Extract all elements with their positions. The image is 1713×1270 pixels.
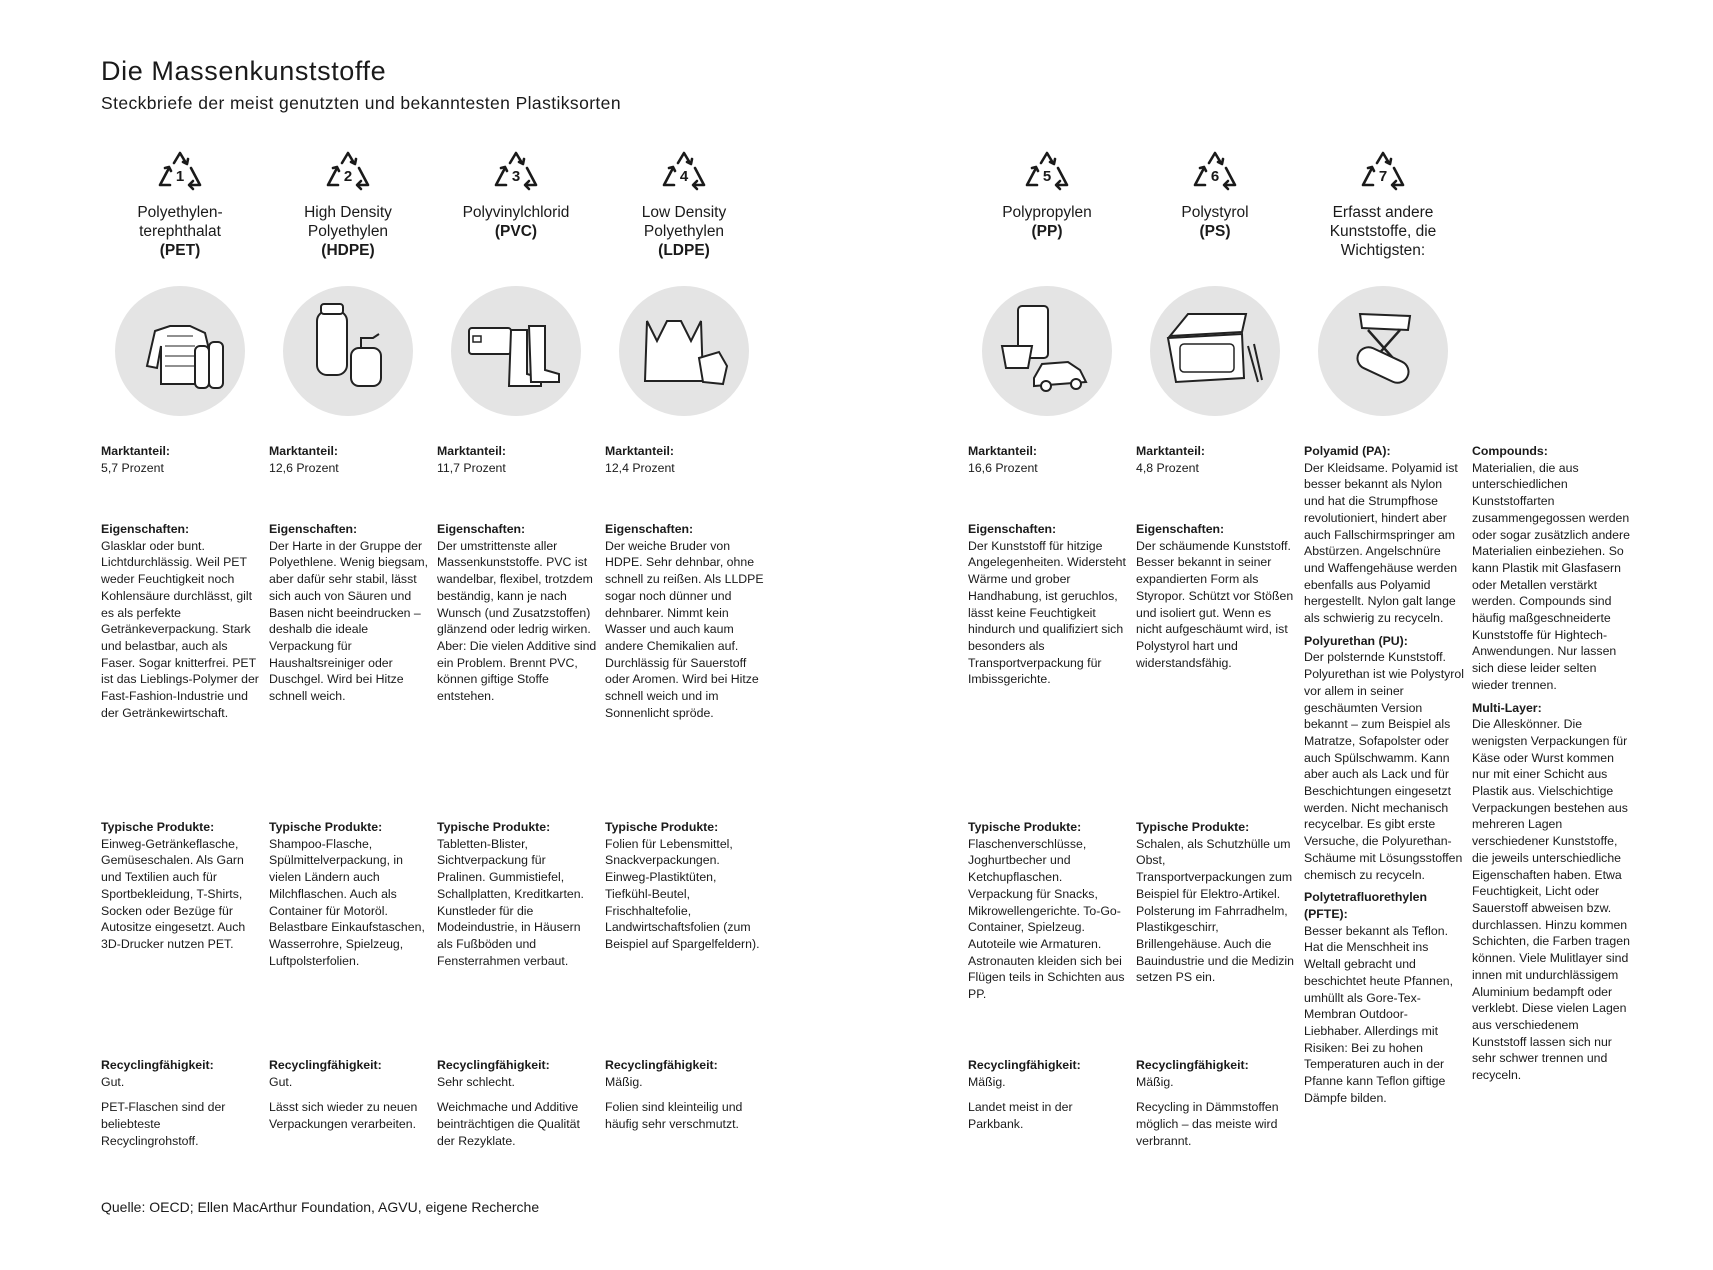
plastic-name-line: Polyethylen [643, 223, 725, 240]
plastic-name-line: terephthalat [139, 223, 221, 240]
plastic-name [1135, 203, 1295, 263]
recycling-note: Lässt sich wieder zu neuen Verpackungen verarbeiten. [269, 1100, 418, 1132]
recycling-note: Folien sind kleinteilig und häufig sehr verschmutzt. [605, 1100, 743, 1132]
properties-text: Der umstrittenste aller Massenkunststoffe. PVC ist wandelbar, flexibel, trotzdem beständig, kann je nach Wunsch (und Zusatzstoffen) glänzend oder ledrig wirken. Aber: Die vielen Additive sind ein Problem. Brennt PVC, können giftige Stoffe entstehen. [437, 538, 597, 704]
market-share [605, 443, 765, 476]
recycling [605, 1057, 765, 1133]
recycling-text: Sehr schlecht. [437, 1074, 515, 1089]
other-plastic-heading: Polytetrafluorethylen (PFTE): [1304, 890, 1427, 921]
plastic-name [100, 203, 260, 263]
other-plastic-text: Besser bekannt als Teflon. Hat die Menschheit ins Weltall gebracht und beschichtet heute Pfannen, umhüllt als Gore-Tex-Membran Outdoor-Liebhaber. Allerdings mit Risiken: Bei zu hohen Temperaturen auch in der Pfanne kann Teflon giftige Dämpfe bilden. [1304, 923, 1454, 1105]
typical-products-text: Shampoo-Flasche, Spülmittelverpackung, in vielen Ländern auch Milchflaschen. Auch als Container für Motoröl. Belastbare Einkaufstaschen, Wasserrohre, Spielzeug, Luftpolsterfolien. [269, 836, 425, 968]
market-share [101, 443, 261, 476]
plastic-name [1303, 203, 1463, 263]
market-share-heading: Marktanteil: [437, 444, 507, 458]
plastic-header-5 [967, 150, 1127, 263]
plastic-name-line: Kunststoffe, die [1329, 223, 1437, 240]
plastic-name-line: Polyethylen [307, 223, 389, 240]
plastic-abbreviation: (HDPE) [321, 242, 375, 259]
recycling-symbol-icon [1190, 150, 1240, 194]
recycling-text: Mäßig. [605, 1074, 643, 1089]
plastic-header-4 [604, 150, 764, 263]
recycling-note: Recycling in Dämmstoffen möglich – das meiste wird verbrannt. [1136, 1100, 1279, 1148]
recycling-heading: Recyclingfähigkeit: [101, 1058, 214, 1072]
typical-products-text: Folien für Lebensmittel, Snackverpackungen. Einweg-Plastiktüten, Tiefkühl-Beutel, Frischhaltefolie, Landwirtschaftsfolien (zum Beispiel auf Spargelfeldern). [605, 836, 760, 951]
properties [1136, 521, 1296, 671]
recycling-heading: Recyclingfähigkeit: [269, 1058, 382, 1072]
plastic-name-line: Low Density [641, 204, 727, 221]
recycling-symbol-icon [659, 150, 709, 194]
other-plastic-text: Der Kleidsame. Polyamid ist besser bekannt als Nylon und hat die Strumpfhose revolutioniert, hindert aber auch Fallschirmspringer am Abstürzen. Angelschnüre und Waffengehäuse werden ebenfalls aus Polyamid hergestellt. Nylon galt lange als schwierig zu recyceln. [1304, 460, 1458, 626]
typical-products [605, 819, 765, 953]
recycling-text: Mäßig. [1136, 1074, 1174, 1089]
plastic-abbreviation: (PET) [159, 242, 201, 259]
typical-products [1136, 819, 1296, 986]
spacer [101, 1090, 261, 1099]
spacer [1136, 1090, 1296, 1099]
market-share-heading: Marktanteil: [1136, 444, 1206, 458]
plastic-name [268, 203, 428, 263]
other-plastic-heading: Polyurethan (PU): [1304, 633, 1408, 648]
spacer [968, 1090, 1128, 1099]
plastic-name [436, 203, 596, 263]
properties-text: Der schäumende Kunststoff. Besser bekannt in seiner expandierten Form als Styropor. Schützt vor Stößen und isoliert gut. Wenn es nicht aufgeschäumt wird, ist Polystyrol hart und widerstandsfähig. [1136, 538, 1294, 670]
other-plastics-column [1472, 443, 1632, 1084]
other-plastic-text: Die Alleskönner. Die wenigsten Verpackungen für Käse oder Wurst kommen nur mit einer Schicht aus Plastik aus. Vielschichtige Verpackungen bestehen aus mehreren Lagen verschiedener Kunststoffe, die jeweils unterschiedliche Eigenschaften haben. Etwa Feuchtigkeit, Licht oder Sauerstoff abweisen bzw. durchlassen. Hinzu kommen Schichten, die Farben tragen können. Viele Mulitlayer sind innen mit undurchlässigem Aluminium bedampft oder verklebt. Diese vielen Lagen aus verschiedenem Kunststoff lassen sich nur sehr schwer trennen und recyceln. [1472, 717, 1630, 1083]
typical-products-heading: Typische Produkte: [437, 820, 551, 834]
market-share-text: 16,6 Prozent [968, 460, 1038, 475]
properties-text: Der Harte in der Gruppe der Polyethlene. Wenig biegsam, aber dafür sehr stabil, lässt sich auch von Säuren und Basen nicht beeindrucken – deshalb die ideale Verpackung für Haushaltsreiniger oder Duschgel. Wird bei Hitze schnell weich. [269, 538, 429, 704]
properties-heading: Eigenschaften: [605, 522, 694, 536]
plastic-header-3 [436, 150, 596, 263]
other-plastic-text: Materialien, die aus unterschiedlichen Kunststoffarten zusammengegossen werden oder sogar zusätzlich andere Materialien einbeziehen. So kann Plastik mit Glasfasern oder Metallen verstärkt werden. Compounds sind häufig maßgeschneiderte Kunststoffe für Hightech-Anwendungen. Nur lassen sich diese leider selten wieder trennen. [1472, 460, 1630, 692]
market-share [437, 443, 597, 476]
typical-products [269, 819, 429, 969]
spacer [437, 1090, 597, 1099]
recycling-text: Gut. [101, 1074, 125, 1089]
market-share-text: 11,7 Prozent [437, 460, 506, 475]
properties-heading: Eigenschaften: [437, 522, 526, 536]
typical-products-text: Flaschenverschlüsse, Joghurtbecher und Ketchupflaschen. Verpackung für Snacks, Mikrowellengerichte. To-Go-Container, Spielzeug. Autoteile wie Armaturen. Astronauten kleiden sich bei Flügen teils in Schichten aus PP. [968, 836, 1125, 1002]
market-share-heading: Marktanteil: [968, 444, 1038, 458]
typical-products-heading: Typische Produkte: [605, 820, 719, 834]
other-plastic-heading: Polyamid (PA): [1304, 444, 1391, 458]
typical-products-text: Schalen, als Schutzhülle um Obst, Transportverpackungen zum Beispiel für Elektro-Artikel. Polsterung im Fahrradhelm, Plastikgeschirr, Brillengehäuse. Auch die Bauindustrie und die Medizin setzen PS ein. [1136, 836, 1294, 985]
page-subtitle: Steckbriefe der meist genutzten und bekanntesten Plastiksorten [101, 93, 621, 113]
plastic-header-2 [268, 150, 428, 263]
product-illustration [451, 286, 581, 416]
plastic-name-line: Wichtigsten: [1340, 242, 1426, 259]
market-share [1136, 443, 1296, 476]
plastic-abbreviation: (PP) [1031, 223, 1063, 240]
market-share-text: 4,8 Prozent [1136, 460, 1199, 475]
typical-products-heading: Typische Produkte: [101, 820, 215, 834]
source-note: Quelle: OECD; Ellen MacArthur Foundation, AGVU, eigene Recherche [101, 1199, 540, 1215]
other-plastic-heading: Compounds: [1472, 444, 1548, 458]
plastic-name [604, 203, 764, 263]
product-illustration [1318, 286, 1448, 416]
recycling-code: 3 [511, 168, 521, 185]
plastic-name-line: Erfasst andere [1332, 204, 1434, 221]
properties-heading: Eigenschaften: [1136, 522, 1225, 536]
recycling-heading: Recyclingfähigkeit: [605, 1058, 718, 1072]
other-plastic-text: Der polsternde Kunststoff. Polyurethan ist wie Polystyrol vor allem in seiner geschäumten Version bekannt – zum Beispiel als Matratze, Sofapolster oder auch Spülschwamm. Kann aber auch als Lack und für Beschichtungen eingesetzt werden. Nicht mechanisch recycelbar. Es gibt erste Versuche, die Polyurethan-Schäume mit Lösungsstoffen chemisch zu recyceln. [1304, 650, 1464, 882]
other-plastics-column [1304, 443, 1464, 1106]
properties [437, 521, 597, 705]
typical-products [968, 819, 1128, 1003]
recycling-text: Gut. [269, 1074, 293, 1089]
spacer [269, 1090, 429, 1099]
recycling-symbol-icon [323, 150, 373, 194]
recycling-note: PET-Flaschen sind der beliebteste Recyclingrohstoff. [101, 1100, 226, 1148]
recycling-code: 4 [679, 168, 689, 185]
recycling-code: 1 [175, 168, 185, 185]
recycling [968, 1057, 1128, 1133]
typical-products-heading: Typische Produkte: [1136, 820, 1250, 834]
typical-products [101, 819, 261, 953]
market-share-heading: Marktanteil: [101, 444, 171, 458]
recycling-symbol-icon [1358, 150, 1408, 194]
spacer [605, 1090, 765, 1099]
market-share-text: 12,6 Prozent [269, 460, 339, 475]
properties-text: Glasklar oder bunt. Lichtdurchlässig. Weil PET weder Feuchtigkeit noch Kohlensäure durchlässt, gilt es als perfekte Getränkeverpackung. Stark und belastbar, auch als Faser. Sogar knitterfrei. PET ist das Lieblings-Polymer der Fast-Fashion-Industrie und der Getränkewirtschaft. [101, 538, 259, 720]
properties-text: Der Kunststoff für hitzige Angelegenheiten. Widersteht Wärme und grober Handhabung, ist geruchlos, lässt keine Feuchtigkeit hindurch und qualifiziert sich besonders als Transportverpackung für Imbissgerichte. [968, 538, 1126, 687]
recycling-code: 7 [1378, 168, 1388, 185]
plastic-abbreviation: (PVC) [494, 223, 538, 240]
recycling [101, 1057, 261, 1150]
plastic-abbreviation: (LDPE) [658, 242, 710, 259]
recycling-heading: Recyclingfähigkeit: [968, 1058, 1081, 1072]
plastic-header-6 [1135, 150, 1295, 263]
plastic-name-line: Polyethylen- [137, 204, 223, 221]
product-illustration [115, 286, 245, 416]
market-share-heading: Marktanteil: [605, 444, 675, 458]
market-share [968, 443, 1128, 476]
plastic-header-1 [100, 150, 260, 263]
properties [605, 521, 765, 721]
properties [269, 521, 429, 705]
recycling-heading: Recyclingfähigkeit: [1136, 1058, 1249, 1072]
plastic-name [967, 203, 1127, 263]
product-illustration [283, 286, 413, 416]
market-share-text: 12,4 Prozent [605, 460, 675, 475]
typical-products [437, 819, 597, 969]
recycling-symbol-icon [1022, 150, 1072, 194]
plastic-name-line: Polystyrol [1181, 204, 1249, 221]
plastic-name-line: Polypropylen [1002, 204, 1092, 221]
properties-heading: Eigenschaften: [101, 522, 190, 536]
plastic-name-line: High Density [304, 204, 392, 221]
product-illustration [619, 286, 749, 416]
properties [968, 521, 1128, 688]
recycling [1136, 1057, 1296, 1150]
market-share-text: 5,7 Prozent [101, 460, 164, 475]
product-illustration [1150, 286, 1280, 416]
recycling-symbol-icon [491, 150, 541, 194]
typical-products-text: Einweg-Getränkeflasche, Gemüseschalen. Als Garn und Textilien auch für Sportbekleidung, T-Shirts, Socken oder Bezüge für Autositze eingesetzt. Auch 3D-Drucker nutzen PET. [101, 836, 246, 951]
market-share [269, 443, 429, 476]
recycling-text: Mäßig. [968, 1074, 1006, 1089]
recycling-code: 2 [343, 168, 353, 185]
recycling-heading: Recyclingfähigkeit: [437, 1058, 550, 1072]
recycling-code: 6 [1210, 168, 1220, 185]
page-title: Die Massenkunststoffe [101, 56, 387, 86]
other-plastic-heading: Multi-Layer: [1472, 700, 1542, 715]
recycling [269, 1057, 429, 1133]
plastic-header-7 [1303, 150, 1463, 263]
recycling-note: Landet meist in der Parkbank. [968, 1100, 1073, 1132]
market-share-heading: Marktanteil: [269, 444, 339, 458]
recycling-symbol-icon [155, 150, 205, 194]
properties-heading: Eigenschaften: [269, 522, 358, 536]
properties [101, 521, 261, 721]
properties-heading: Eigenschaften: [968, 522, 1057, 536]
product-illustration [982, 286, 1112, 416]
typical-products-text: Tabletten-Blister, Sichtverpackung für Pralinen. Gummistiefel, Schallplatten, Kreditkarten. Kunstleder für die Modeindustrie, in Häusern als Fußböden und Fensterrahmen verbaut. [437, 836, 584, 968]
plastic-abbreviation: (PS) [1199, 223, 1231, 240]
recycling [437, 1057, 597, 1150]
recycling-note: Weichmache und Additive beinträchtigen die Qualität der Rezyklate. [437, 1100, 580, 1148]
recycling-code: 5 [1042, 168, 1052, 185]
plastic-name-line: Polyvinylchlorid [462, 204, 570, 221]
typical-products-heading: Typische Produkte: [269, 820, 383, 834]
properties-text: Der weiche Bruder von HDPE. Sehr dehnbar, ohne schnell zu reißen. Als LLDPE sogar noch dünner und dehnbarer. Nimmt kein Wasser und auch kaum andere Chemikalien auf. Durchlässig für Sauerstoff oder Aromen. Wird bei Hitze schnell weich und im Sonnenlicht spröde. [605, 538, 764, 720]
typical-products-heading: Typische Produkte: [968, 820, 1082, 834]
